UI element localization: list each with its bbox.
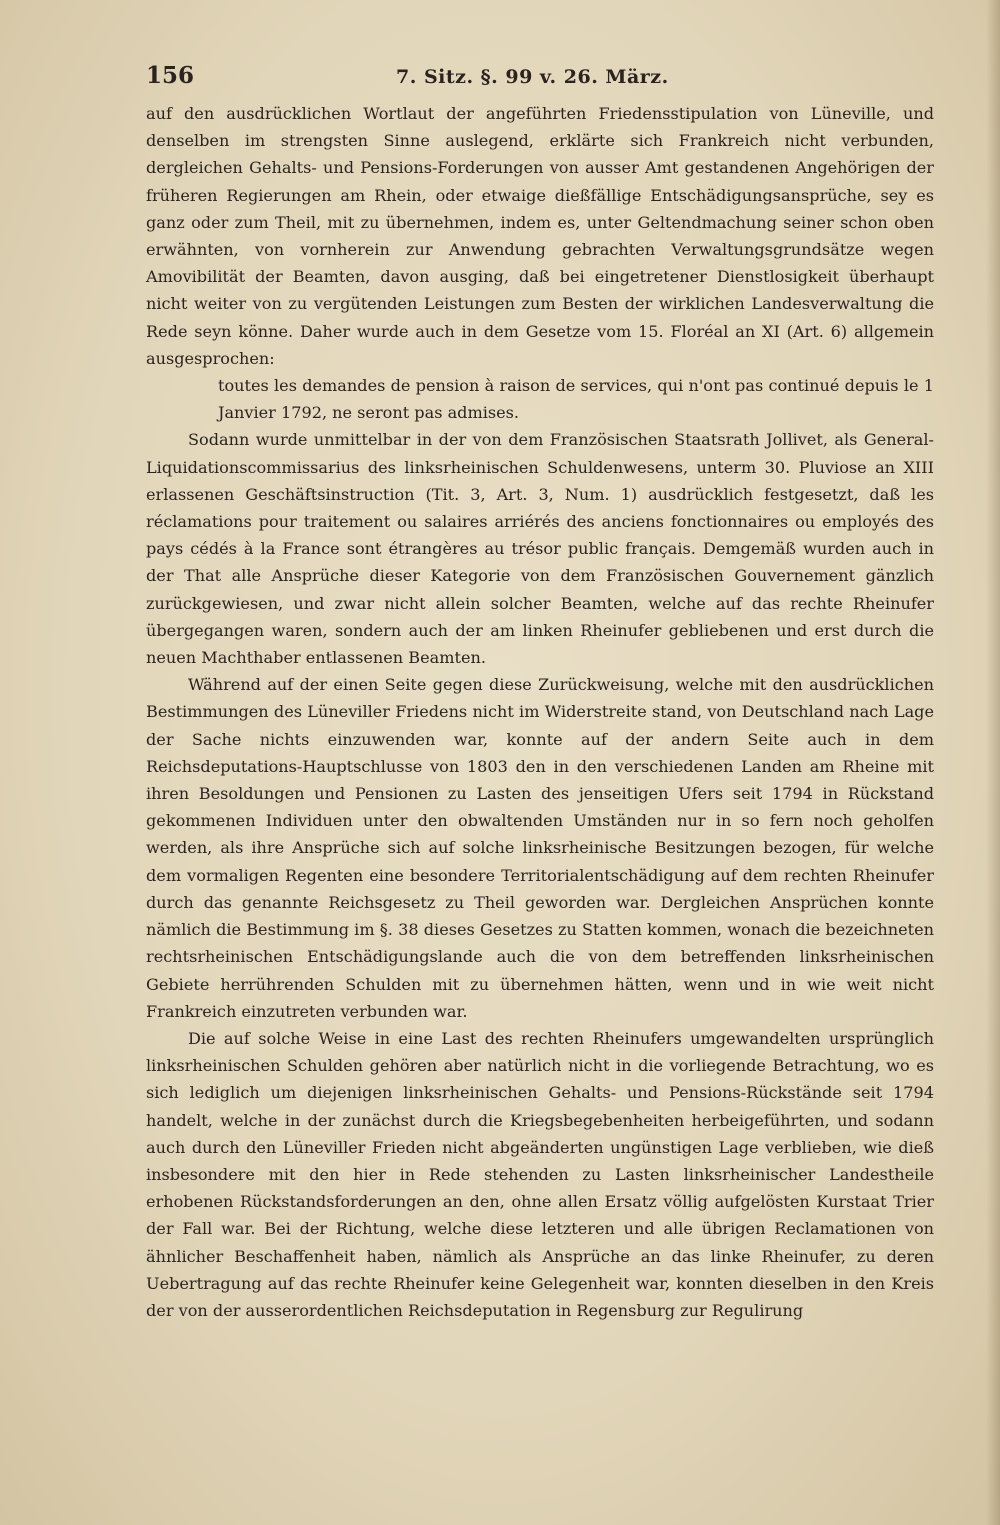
page-edge-shadow (986, 0, 1000, 1525)
paragraph-4: Die auf solche Weise in eine Last des rechten Rheinufers umgewandelten ursprünglich linksrheinischen Schulden gehören aber natürlich nicht in die vorliegende Betrachtung, wo es sich lediglich um diejenigen linksrheinischen Gehalts- und Pensions-Rückstände seit 1794 handelt, welche in der zunächst durch die Kriegsbegebenheiten herbeigeführten, und sodann auch durch den Lüneviller Frieden nicht abgeänderten ungünstigen Lage verblieben, wie dieß insbesondere mit den hier in Rede stehenden zu Lasten linksrheinischer Landestheile erhobenen Rückstandsforderungen an den, ohne allen Ersatz völlig aufgelösten Kurstaat Trier der Fall war. Bei der Richtung, welche diese letzteren und alle übrigen Reclamationen von ähnlicher Beschaffenheit haben, nämlich als Ansprüche an das linke Rheinufer, zu deren Uebertragung auf das rechte Rheinufer keine Gelegenheit war, konnten dieselben in den Kreis der von der ausserordentlichen Reichsdeputation in Regensburg zur Regulirung (146, 1028, 934, 1320)
french-quotation: toutes les demandes de pension à raison de services, qui n'ont pas continué depuis le 1 Janvier 1792, ne seront pas admises. (218, 376, 934, 423)
page-number: 156 (146, 62, 195, 89)
body-text (146, 100, 934, 372)
running-head: 7. Sitz. §. 99 v. 26. März. (396, 66, 669, 88)
paragraph-2: Sodann wurde unmittelbar in der von dem Französischen Staatsrath Jollivet, als General-Liquidationscommissarius des linksrheinischen Schuldenwesens, unterm 30. Pluviose an XIII erlassenen Geschäftsinstruction (Tit. 3, Art. 3, Num. 1) ausdrücklich festgesetzt, daß les réclamations pour traitement ou salaires arriérés des anciens fonctionnaires ou employés des pays cédés à la France sont étrangères au trésor public français. Demgemäß wurden auch in der That alle Ansprüche dieser Kategorie von dem Französischen Gouvernement gänzlich zurückgewiesen, und zwar nicht allein solcher Beamten, welche auf das rechte Rheinufer übergegangen waren, sondern auch der am linken Rheinufer gebliebenen und erst durch die neuen Machthaber entlassenen Beamten. (146, 430, 934, 668)
paragraph-3: Während auf der einen Seite gegen diese Zurückweisung, welche mit den ausdrücklichen Bestimmungen des Lüneviller Friedens nicht im Widerstreite stand, von Deutschland nach Lage der Sache nichts einzuwenden war, konnte auf der andern Seite auch in dem Reichsdeputations-Hauptschlusse von 1803 den in den verschiedenen Landen am Rheine mit ihren Besoldungen und Pensionen zu Lasten des jenseitigen Ufers seit 1794 in Rückstand gekommenen Individuen unter den obwaltenden Umständen nur in so fern noch geholfen werden, als ihre Ansprüche sich auf solche linksrheinische Besitzungen bezogen, für welche dem vormaligen Regenten eine besondere Territorialentschädigung auf dem rechten Rheinufer durch das genannte Reichsgesetz zu Theil geworden war. Dergleichen Ansprüchen konnte nämlich die Bestimmung im §. 38 dieses Gesetzes zu Statten kommen, wonach die bezeichneten rechtsrheinischen Entschädigungslande auch die von dem betreffenden linksrheinischen Gebiete herrührenden Schulden mit zu übernehmen hätten, wenn und in wie weit nicht Frankreich einzutreten verbunden war. (146, 675, 934, 1021)
body-text-continued (146, 426, 934, 1324)
page-header (146, 62, 934, 98)
paragraph-1: auf den ausdrücklichen Wortlaut der angeführten Friedensstipulation von Lüneville, und denselben im strengsten Sinne auslegend, erklärte sich Frankreich nicht verbunden, dergleichen Gehalts- und Pensions-Forderungen von ausser Amt gestandenen Angehörigen der früheren Regierungen am Rhein, oder etwaige dießfällige Entschädigungsansprüche, sey es ganz oder zum Theil, mit zu übernehmen, indem es, unter Geltendmachung seiner schon oben erwähnten, von vornherein zur Anwendung gebrachten Verwaltungsgrundsätze wegen Amovibilität der Beamten, davon ausging, daß bei eingetretener Dienstlosigkeit überhaupt nicht weiter von zu vergütenden Leistungen zum Besten der wirklichen Landesverwaltung die Rede seyn könne. Daher wurde auch in dem Gesetze vom 15. Floréal an XI (Art. 6) allgemein ausgesprochen: (146, 104, 934, 368)
